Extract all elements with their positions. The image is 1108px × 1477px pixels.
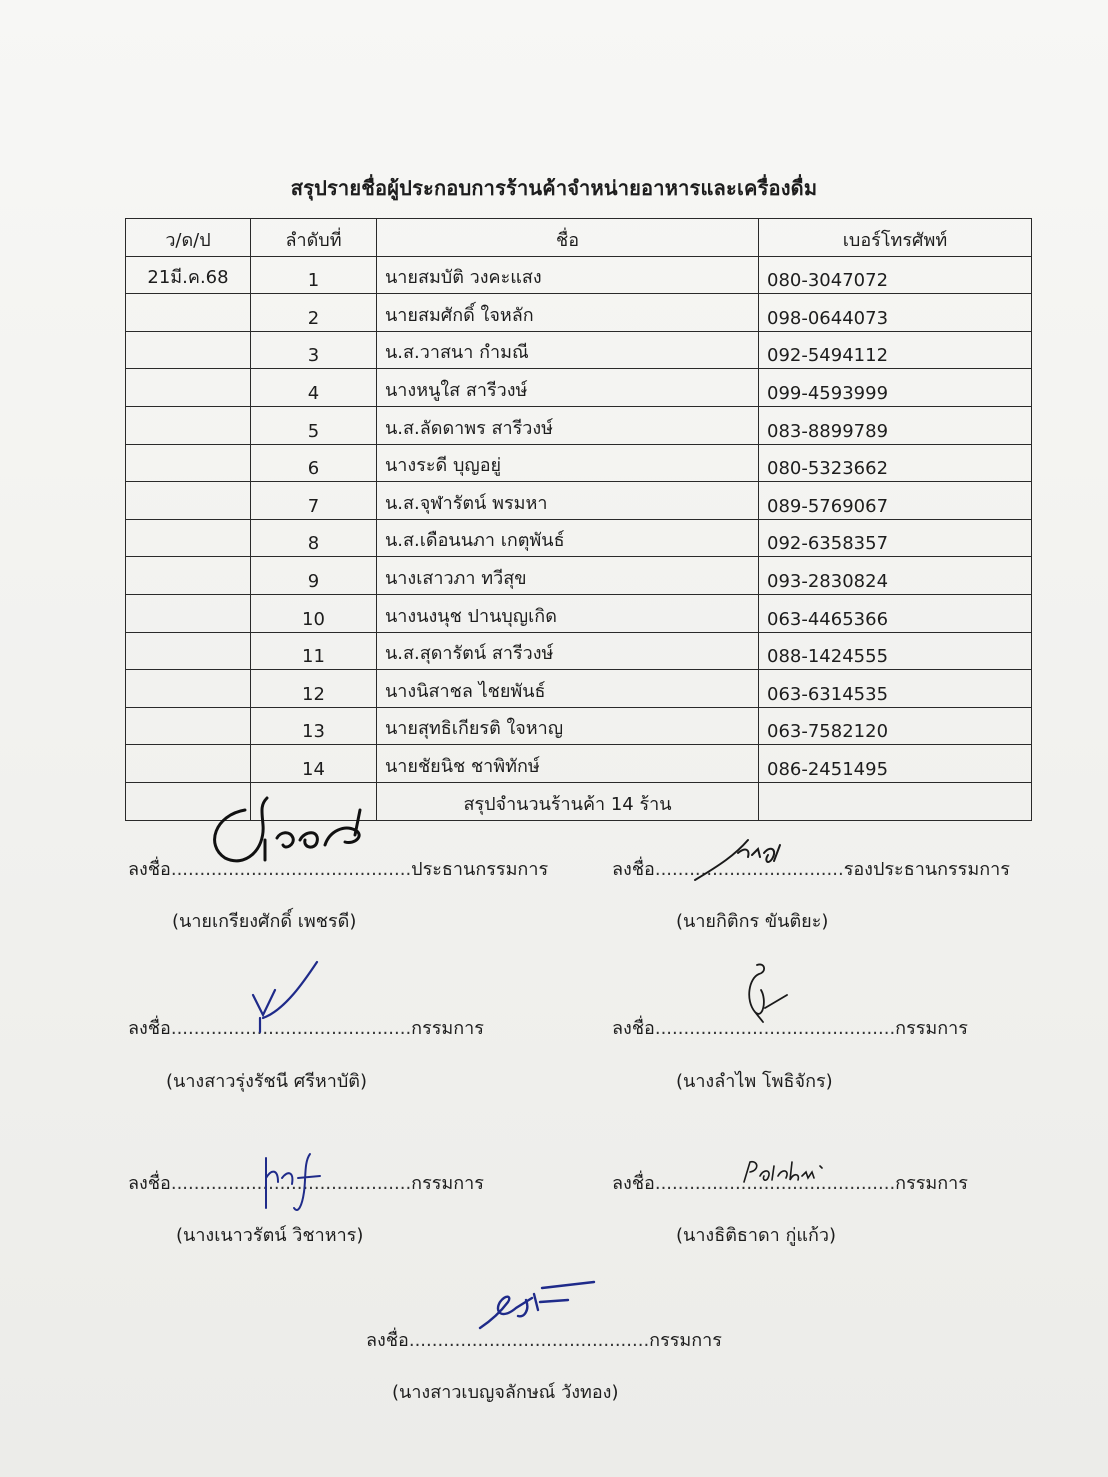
- cell-date: [126, 670, 251, 708]
- cell-number: 7: [251, 482, 377, 520]
- cell-phone: 063-7582120: [759, 707, 1032, 745]
- signer-role: กรรมการ: [411, 1018, 484, 1039]
- cell-phone: 093-2830824: [759, 557, 1032, 595]
- table-row: [126, 745, 1032, 783]
- cell-date: [126, 369, 251, 407]
- table-row: [126, 331, 1032, 369]
- signer-role: กรรมการ: [411, 1173, 484, 1194]
- handwritten-signature: [205, 790, 385, 870]
- signer-name: (นางสาวเบญจลักษณ์ วังทอง): [392, 1382, 619, 1403]
- signature-line: ลงชื่อ..........................................กรรมการ: [612, 1018, 968, 1039]
- cell-date: [126, 482, 251, 520]
- cell-name: นางระดี บุญอยู่: [377, 444, 759, 482]
- document-title: สรุปรายชื่อผู้ประกอบการร้านค้าจำหน่ายอาหารและเครื่องดื่ม: [290, 176, 818, 200]
- table-row: [126, 594, 1032, 632]
- table-header-row: [126, 219, 1032, 257]
- signer-name: (นายเกรียงศักดิ์ เพชรดี): [172, 911, 357, 932]
- cell-name: น.ส.จุฬารัตน์ พรมหา: [377, 482, 759, 520]
- cell-name: นางนงนุช ปานบุญเกิด: [377, 594, 759, 632]
- cell-phone: 099-4593999: [759, 369, 1032, 407]
- cell-name: น.ส.ลัดดาพร สารีวงษ์: [377, 406, 759, 444]
- table-row: [126, 406, 1032, 444]
- signer-name: (นางสาวรุ่งรัชนี ศรีหาบัติ): [166, 1071, 367, 1092]
- cell-name: นางนิสาชล ไชยพันธ์: [377, 670, 759, 708]
- cell-number: 4: [251, 369, 377, 407]
- signature-line: ลงชื่อ..........................................กรรมการ: [366, 1330, 722, 1351]
- table-row: [126, 670, 1032, 708]
- table-row: [126, 256, 1032, 294]
- cell-phone: 086-2451495: [759, 745, 1032, 783]
- summary-total: สรุปจำนวนร้านค้า 14 ร้าน: [377, 782, 759, 820]
- cell-date: [126, 294, 251, 332]
- cell-name: นายสมบัติ วงคะแสง: [377, 256, 759, 294]
- signature-line: ลงชื่อ..........................................กรรมการ: [128, 1173, 484, 1194]
- sign-prefix: ลงชื่อ: [612, 1173, 655, 1194]
- handwritten-signature: [258, 1148, 328, 1218]
- handwritten-signature: [472, 1280, 602, 1335]
- cell-number: 11: [251, 632, 377, 670]
- cell-name: น.ส.วาสนา กำมณี: [377, 331, 759, 369]
- table-row: [126, 707, 1032, 745]
- table-row: [126, 632, 1032, 670]
- header-name: ชื่อ: [377, 219, 759, 257]
- cell-number: 8: [251, 519, 377, 557]
- handwritten-signature: [245, 960, 325, 1040]
- signer-role: กรรมการ: [649, 1330, 722, 1351]
- cell-name: น.ส.เดือนนภา เกตุพันธ์: [377, 519, 759, 557]
- cell-phone: 092-5494112: [759, 331, 1032, 369]
- header-phone: เบอร์โทรศัพท์: [759, 219, 1032, 257]
- sign-prefix: ลงชื่อ: [128, 1018, 171, 1039]
- cell-number: 2: [251, 294, 377, 332]
- cell-phone: 088-1424555: [759, 632, 1032, 670]
- table-row: [126, 369, 1032, 407]
- cell-date: [126, 557, 251, 595]
- cell-phone: 092-6358357: [759, 519, 1032, 557]
- signer-name: (นายกิติกร ขันติยะ): [676, 911, 829, 932]
- cell-number: 13: [251, 707, 377, 745]
- signature-line: ลงชื่อ..........................................กรรมการ: [128, 1018, 484, 1039]
- signer-name: (นางธิติธาดา กู่แก้ว): [676, 1225, 837, 1246]
- header-number: ลำดับที่: [251, 219, 377, 257]
- sign-prefix: ลงชื่อ: [128, 859, 171, 880]
- table-row: [126, 294, 1032, 332]
- sign-prefix: ลงชื่อ: [612, 859, 655, 880]
- handwritten-signature: [690, 835, 800, 885]
- table-row: [126, 444, 1032, 482]
- cell-date: [126, 331, 251, 369]
- cell-name: นางหนูใส สารีวงษ์: [377, 369, 759, 407]
- sign-prefix: ลงชื่อ: [366, 1330, 409, 1351]
- cell-phone: 080-5323662: [759, 444, 1032, 482]
- cell-number: 3: [251, 331, 377, 369]
- cell-date: [126, 594, 251, 632]
- signer-role: กรรมการ: [895, 1173, 968, 1194]
- handwritten-signature: [735, 960, 795, 1025]
- cell-phone: 063-6314535: [759, 670, 1032, 708]
- handwritten-signature: [740, 1158, 830, 1188]
- signer-role: ประธานกรรมการ: [411, 859, 549, 880]
- cell-name: น.ส.สุดารัตน์ สารีวงษ์: [377, 632, 759, 670]
- cell-name: นายชัยนิช ชาพิทักษ์: [377, 745, 759, 783]
- cell-date: [126, 444, 251, 482]
- cell-name: นางเสาวภา ทวีสุข: [377, 557, 759, 595]
- sign-prefix: ลงชื่อ: [128, 1173, 171, 1194]
- signature-line: ลงชื่อ..........................................ประธานกรรมการ: [128, 859, 549, 880]
- cell-phone: 098-0644073: [759, 294, 1032, 332]
- cell-date: [126, 519, 251, 557]
- signer-role: รองประธานกรรมการ: [843, 859, 1010, 880]
- signer-name: (นางเนาวรัตน์ วิชาหาร): [176, 1225, 364, 1246]
- cell-number: 5: [251, 406, 377, 444]
- cell-number: 1: [251, 256, 377, 294]
- cell-number: 6: [251, 444, 377, 482]
- signature-line: ลงชื่อ.................................รองประธานกรรมการ: [612, 859, 1010, 880]
- table-row: [126, 519, 1032, 557]
- header-date: ว/ด/ป: [126, 219, 251, 257]
- table-row: [126, 557, 1032, 595]
- vendor-table: [125, 218, 1032, 821]
- cell-date: 21มี.ค.68: [126, 256, 251, 294]
- cell-date: [126, 707, 251, 745]
- cell-date: [126, 406, 251, 444]
- cell-date: [126, 632, 251, 670]
- cell-date: [126, 745, 251, 783]
- cell-phone: 089-5769067: [759, 482, 1032, 520]
- cell-name: นายสมศักดิ์ ใจหลัก: [377, 294, 759, 332]
- signature-line: ลงชื่อ..........................................กรรมการ: [612, 1173, 968, 1194]
- cell-number: 10: [251, 594, 377, 632]
- summary-empty-cell: [759, 782, 1032, 820]
- table-row: [126, 482, 1032, 520]
- cell-name: นายสุทธิเกียรติ ใจหาญ: [377, 707, 759, 745]
- cell-phone: 083-8899789: [759, 406, 1032, 444]
- cell-phone: 080-3047072: [759, 256, 1032, 294]
- signer-name: (นางลำไพ โพธิจักร): [676, 1071, 833, 1092]
- cell-number: 12: [251, 670, 377, 708]
- cell-number: 14: [251, 745, 377, 783]
- sign-prefix: ลงชื่อ: [612, 1018, 655, 1039]
- cell-phone: 063-4465366: [759, 594, 1032, 632]
- signer-role: กรรมการ: [895, 1018, 968, 1039]
- cell-number: 9: [251, 557, 377, 595]
